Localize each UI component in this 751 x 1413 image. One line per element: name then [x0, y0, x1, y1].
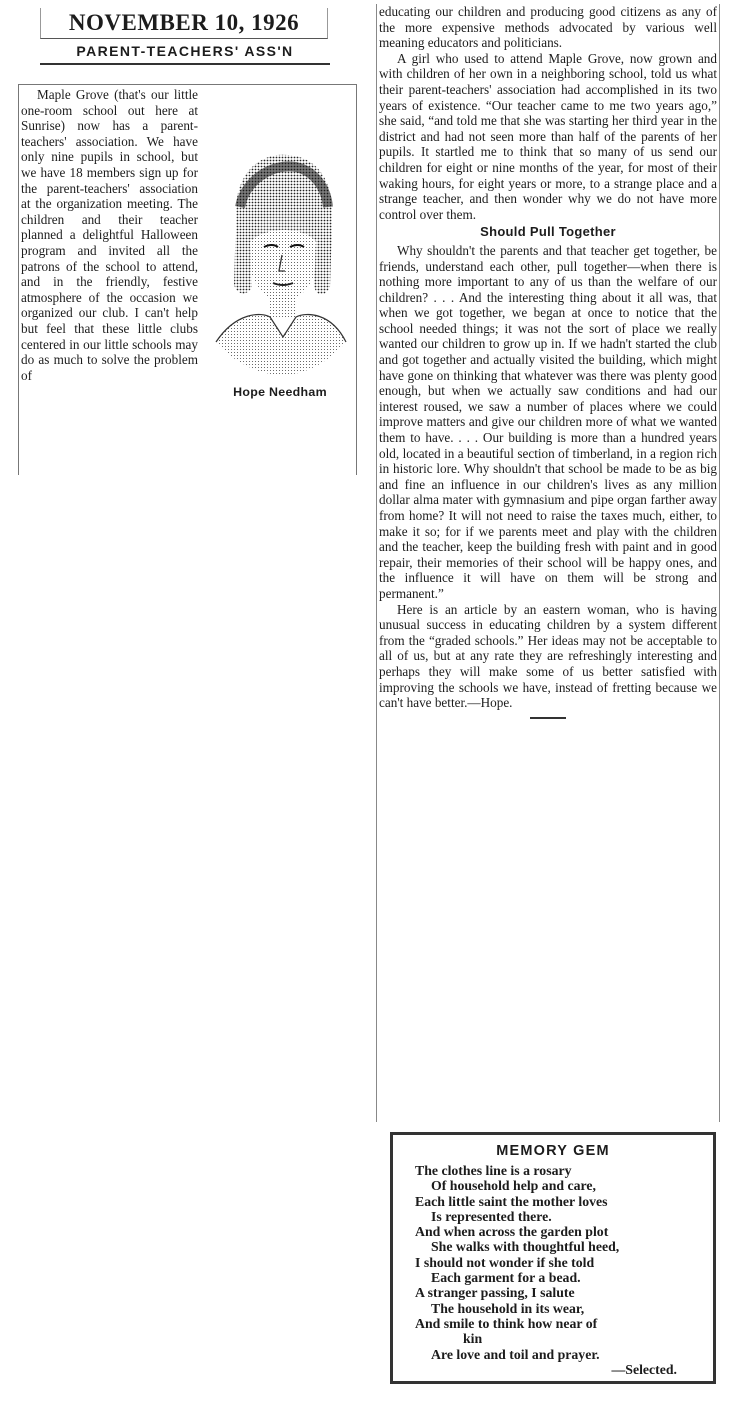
- date-header: [40, 8, 328, 39]
- article-paragraph: Here is an article by an eastern woman, who is having unusual success in educating children by a system different from the “graded schools.” Her ideas may not be acceptable to all of us, but at any rate they are refreshingly interesting and perhaps they will make some of us better satisfied with improving the schools we have, instead of fretting because we can't have better.—Hope.: [379, 601, 717, 711]
- poem-line: Are love and toil and prayer.: [431, 1346, 600, 1362]
- publication-date: NOVEMBER 10, 1926: [68, 10, 300, 35]
- poem-line: I should not wonder if she told: [415, 1254, 595, 1270]
- photo-caption: Hope Needham: [233, 385, 327, 399]
- portrait-photo: [206, 147, 354, 379]
- poem-line: The household in its wear,: [431, 1300, 585, 1316]
- poem-line: A stranger passing, I salute: [415, 1285, 575, 1301]
- section-heading: PARENT-TEACHERS' ASS'N: [40, 39, 330, 65]
- article-column-right: [376, 4, 720, 1122]
- poem-line: The clothes line is a rosary: [415, 1163, 572, 1178]
- poem-line: kin: [463, 1331, 483, 1347]
- article-paragraph: A girl who used to attend Maple Grove, now grown and with children of her own in a neighboring school, told us what their parent-teachers' association had accomplished in its two years of existence. “Our teacher came to me two years ago,” she said, “and told me that she was starting her third year in the district and had not seen more than half of the parents of her pupils. It startled me to think that so many of us send our children for eight or nine months of the year, for most of their waking hours, for eight years or more, to a strange place and a strange teacher, and then wonder why we do not have more control over them.: [379, 50, 717, 222]
- article-paragraph: Maple Grove (that's our little one-room school out here at Sunrise) now has a parent-teachers' association. We have only nine pupils in school, but we have 18 members sign up for the parent-teachers' association at the organization meeting. The children and their teacher planned a delightful Halloween program and invited all the patrons of the school to attend, and in the friendly, festive atmosphere of the occasion we organized our club. I can't help but feel that these little clubs centered in our little schools may do as much to solve the problem of: [21, 87, 198, 383]
- poem-line: And when across the garden plot: [415, 1224, 609, 1240]
- poem-line: Each garment for a bead.: [431, 1270, 581, 1286]
- poem-line: And smile to think how near of: [415, 1315, 598, 1331]
- poem-line: Of household help and care,: [431, 1178, 596, 1194]
- poem-line: Each little saint the mother loves: [415, 1193, 608, 1209]
- article-subheading: Should Pull Together: [480, 224, 616, 240]
- poem-line: Is represented there.: [431, 1208, 552, 1224]
- poem-attribution: —Selected.: [611, 1361, 677, 1377]
- article-column-left: [18, 84, 357, 475]
- author-portrait: [206, 147, 354, 411]
- memory-gem-title: MEMORY GEM: [496, 1143, 610, 1159]
- article-paragraph: educating our children and producing good citizens as any of the more expensive methods advocated by various well meaning educators and politicians.: [379, 4, 717, 51]
- end-rule: [530, 717, 566, 719]
- memory-gem-box: [390, 1132, 716, 1384]
- article-paragraph: Why shouldn't the parents and that teacher get together, be friends, understand each other, pull together—when there is nothing more important to any of us than the welfare of our children? . . . And the interesting thing about it all was, that when we got together, we began at once to notice that the school needed things; it was not the sort of place we really wanted our children to grow up in. If we hadn't started the club and got together and actually visited the building, which might have gone on thinking that whatever was there was plenty good enough, but when we actually saw conditions and had our interest roused, we saw a number of places where we could improve matters and give our children more of what we wanted them to have. . . . Our building is more than a hundred years old, located in a beautiful section of timberland, in a region rich in historic lore. Why shouldn't that school be made to be as big and fine an influence in our children's lives as any million dollar alma mater with gymnasium and pipe organ farther away from home? It will not need to raise the taxes much, either, to make it so; for if we parents meet and play with the children and the teacher, keep the building fresh with paint and in good repair, their memories of their school will be happy ones, and the influence it will have on them will be strong and permanent.”: [379, 242, 717, 601]
- poem-line: She walks with thoughtful heed,: [431, 1239, 620, 1255]
